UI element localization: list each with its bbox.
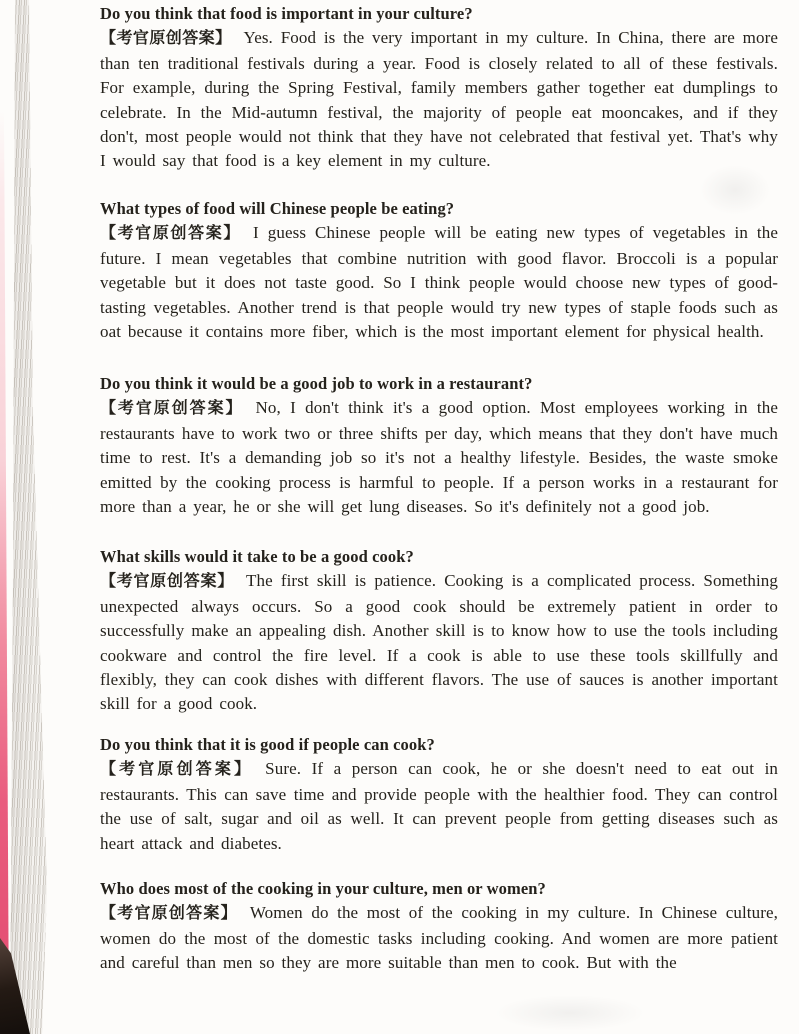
answer-paragraph xyxy=(100,901,778,975)
question-heading: Do you think it would be a good job to work in a restaurant? xyxy=(100,374,533,393)
qa-section-cook-skills xyxy=(100,545,778,717)
answer-text: Yes. Food is the very important in my culture. In China, there are more than ten traditional festivals during a year. Food is closely related to all of these festivals. For example, during the Spring Festival, family members gather together eat dumplings to celebrate. In the Mid-autumn festival, the majority of people eat mooncakes, and if they don't, most people would not think that they have not celebrated that festival yet. That's why I would say that food is a key element in my culture. xyxy=(100,28,778,171)
qa-section-food-important xyxy=(100,2,778,174)
qa-section-restaurant-job xyxy=(100,372,778,519)
print-smudge xyxy=(495,995,645,1031)
answer-text: The first skill is patience. Cooking is a complicated process. Something unexpected always occurs. So a good cook should be extremely patient in order to successfully make an appealing dish. Another skill is to know how to use the tools including cookware and control the fire level. If a cook is able to use these tools skillfully and flexibly, they can cook dishes with different flavors. The use of sauces is another important skill for a good cook. xyxy=(100,571,778,714)
examiner-answer-label: 【考官原创答案】 xyxy=(100,400,244,418)
qa-section-who-cooks xyxy=(100,877,778,976)
examiner-answer-label: 【考官原创答案】 xyxy=(100,225,242,243)
book-left-edge xyxy=(0,0,100,1034)
answer-text: Women do the most of the cooking in my culture. In Chinese culture, women do the most of the domestic tasks including cooking. And women are more patient and careful than men so they are more suitable than men to cook. But with the xyxy=(100,903,778,973)
question-heading: What types of food will Chinese people be eating? xyxy=(100,199,455,218)
book-corner-shadow xyxy=(0,938,46,1034)
question-heading: What skills would it take to be a good cook? xyxy=(100,547,414,566)
stacked-pages-texture xyxy=(0,0,60,1034)
question-heading: Who does most of the cooking in your culture, men or women? xyxy=(100,879,546,898)
answer-paragraph xyxy=(100,26,778,173)
answer-paragraph xyxy=(100,569,778,716)
answer-paragraph xyxy=(100,221,778,344)
answer-text: Sure. If a person can cook, he or she doesn't need to eat out in restaurants. This can save time and provide people with the healthier food. They can control the use of salt, sugar and oil as well. It can prevent people from getting diseases such as heart attack and diabetes. xyxy=(100,759,778,853)
question-heading: Do you think that it is good if people can cook? xyxy=(100,735,435,754)
examiner-answer-label: 【考官原创答案】 xyxy=(100,573,235,591)
qa-section-food-types xyxy=(100,197,778,344)
question-heading: Do you think that food is important in your culture? xyxy=(100,4,473,23)
qa-section-good-if-cook xyxy=(100,733,778,856)
answer-text: I guess Chinese people will be eating new types of vegetables in the future. I mean vegetables that combine nutrition with good flavor. Broccoli is a popular vegetable but it does not taste good. So I think people would choose new types of good-tasting vegetables. Another trend is that people would try new types of staple foods such as oat because it contains more fiber, which is the most important element for physical health. xyxy=(100,223,778,342)
examiner-answer-label: 【考官原创答案】 xyxy=(100,905,238,923)
answer-paragraph xyxy=(100,757,778,856)
book-cover-pink-edge xyxy=(0,110,10,1034)
answer-text: No, I don't think it's a good option. Most employees working in the restaurants have to work two or three shifts per day, which means that they don't have much time to rest. It's a demanding job so it's not a healthy lifestyle. Besides, the waste smoke emitted by the cooking process is harmful to people. If a person works in a restaurant for more than a year, he or she will get lung diseases. So it's definitely not a good job. xyxy=(100,398,778,517)
examiner-answer-label: 【考官原创答案】 xyxy=(100,761,254,779)
examiner-answer-label: 【考官原创答案】 xyxy=(100,30,232,48)
answer-paragraph xyxy=(100,396,778,519)
